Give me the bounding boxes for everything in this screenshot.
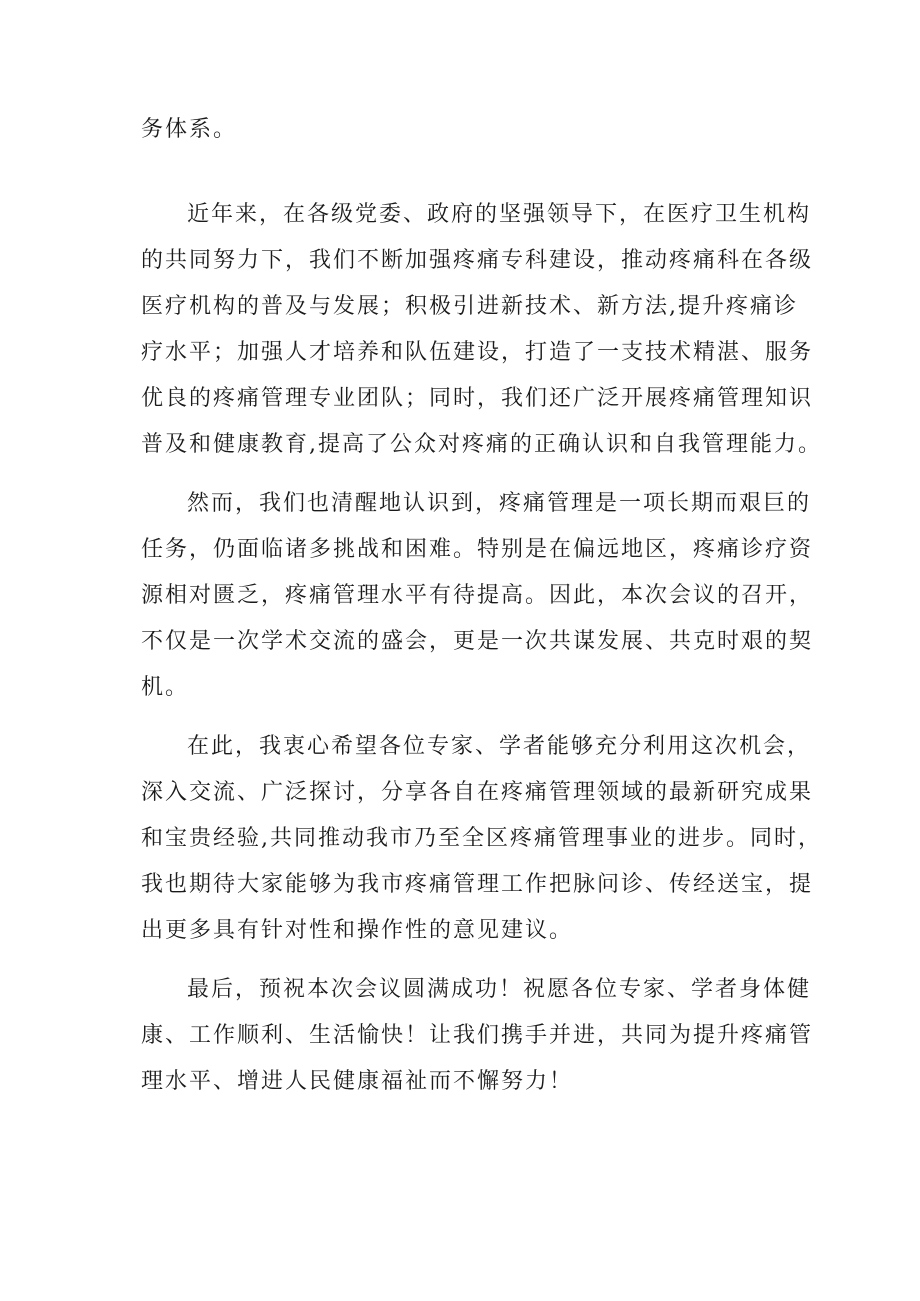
paragraph-line: 任务，仍面临诸多挑战和困难。特别是在偏远地区，疼痛诊疗资: [141, 537, 814, 562]
paragraph-line: 在此，我衷心希望各位专家、学者能够充分利用这次机会，: [187, 734, 812, 759]
paragraph-line: 理水平、增进人民健康福祉而不懈努力！: [141, 1069, 574, 1094]
paragraph-line: 最后，预祝本次会议圆满成功！祝愿各位专家、学者身体健: [187, 977, 812, 1002]
paragraph-line: 然而，我们也清醒地认识到，疼痛管理是一项长期而艰巨的: [187, 491, 812, 516]
paragraph-line: 优良的疼痛管理专业团队；同时，我们还广泛开展疼痛管理知识: [141, 386, 814, 411]
paragraph-line: 机。: [141, 675, 190, 700]
paragraph-line: 不仅是一次学术交流的盛会，更是一次共谋发展、共克时艰的契: [141, 629, 814, 654]
paragraph-line: 普及和健康教育,提高了公众对疼痛的正确认识和自我管理能力。: [141, 432, 822, 457]
paragraph-line: 务体系。: [141, 117, 238, 142]
paragraph-line: 和宝贵经验,共同推动我市乃至全区疼痛管理事业的进步。同时，: [141, 826, 822, 851]
paragraph-line: 源相对匮乏，疼痛管理水平有待提高。因此，本次会议的召开，: [141, 583, 814, 608]
paragraph-line: 出更多具有针对性和操作性的意见建议。: [141, 918, 574, 943]
paragraph-line: 深入交流、广泛探讨，分享各自在疼痛管理领域的最新研究成果: [141, 780, 814, 805]
paragraph-line: 康、工作顺利、生活愉快！让我们携手并进，共同为提升疼痛管: [141, 1023, 814, 1048]
paragraph-line: 医疗机构的普及与发展；积极引进新技术、新方法,提升疼痛诊: [141, 294, 798, 319]
paragraph-line: 的共同努力下，我们不断加强疼痛专科建设，推动疼痛科在各级: [141, 248, 814, 273]
paragraph-line: 疗水平；加强人才培养和队伍建设，打造了一支技术精湛、服务: [141, 340, 814, 365]
paragraph-line: 我也期待大家能够为我市疼痛管理工作把脉问诊、传经送宝，提: [141, 872, 814, 897]
paragraph-line: 近年来，在各级党委、政府的坚强领导下，在医疗卫生机构: [187, 202, 812, 227]
